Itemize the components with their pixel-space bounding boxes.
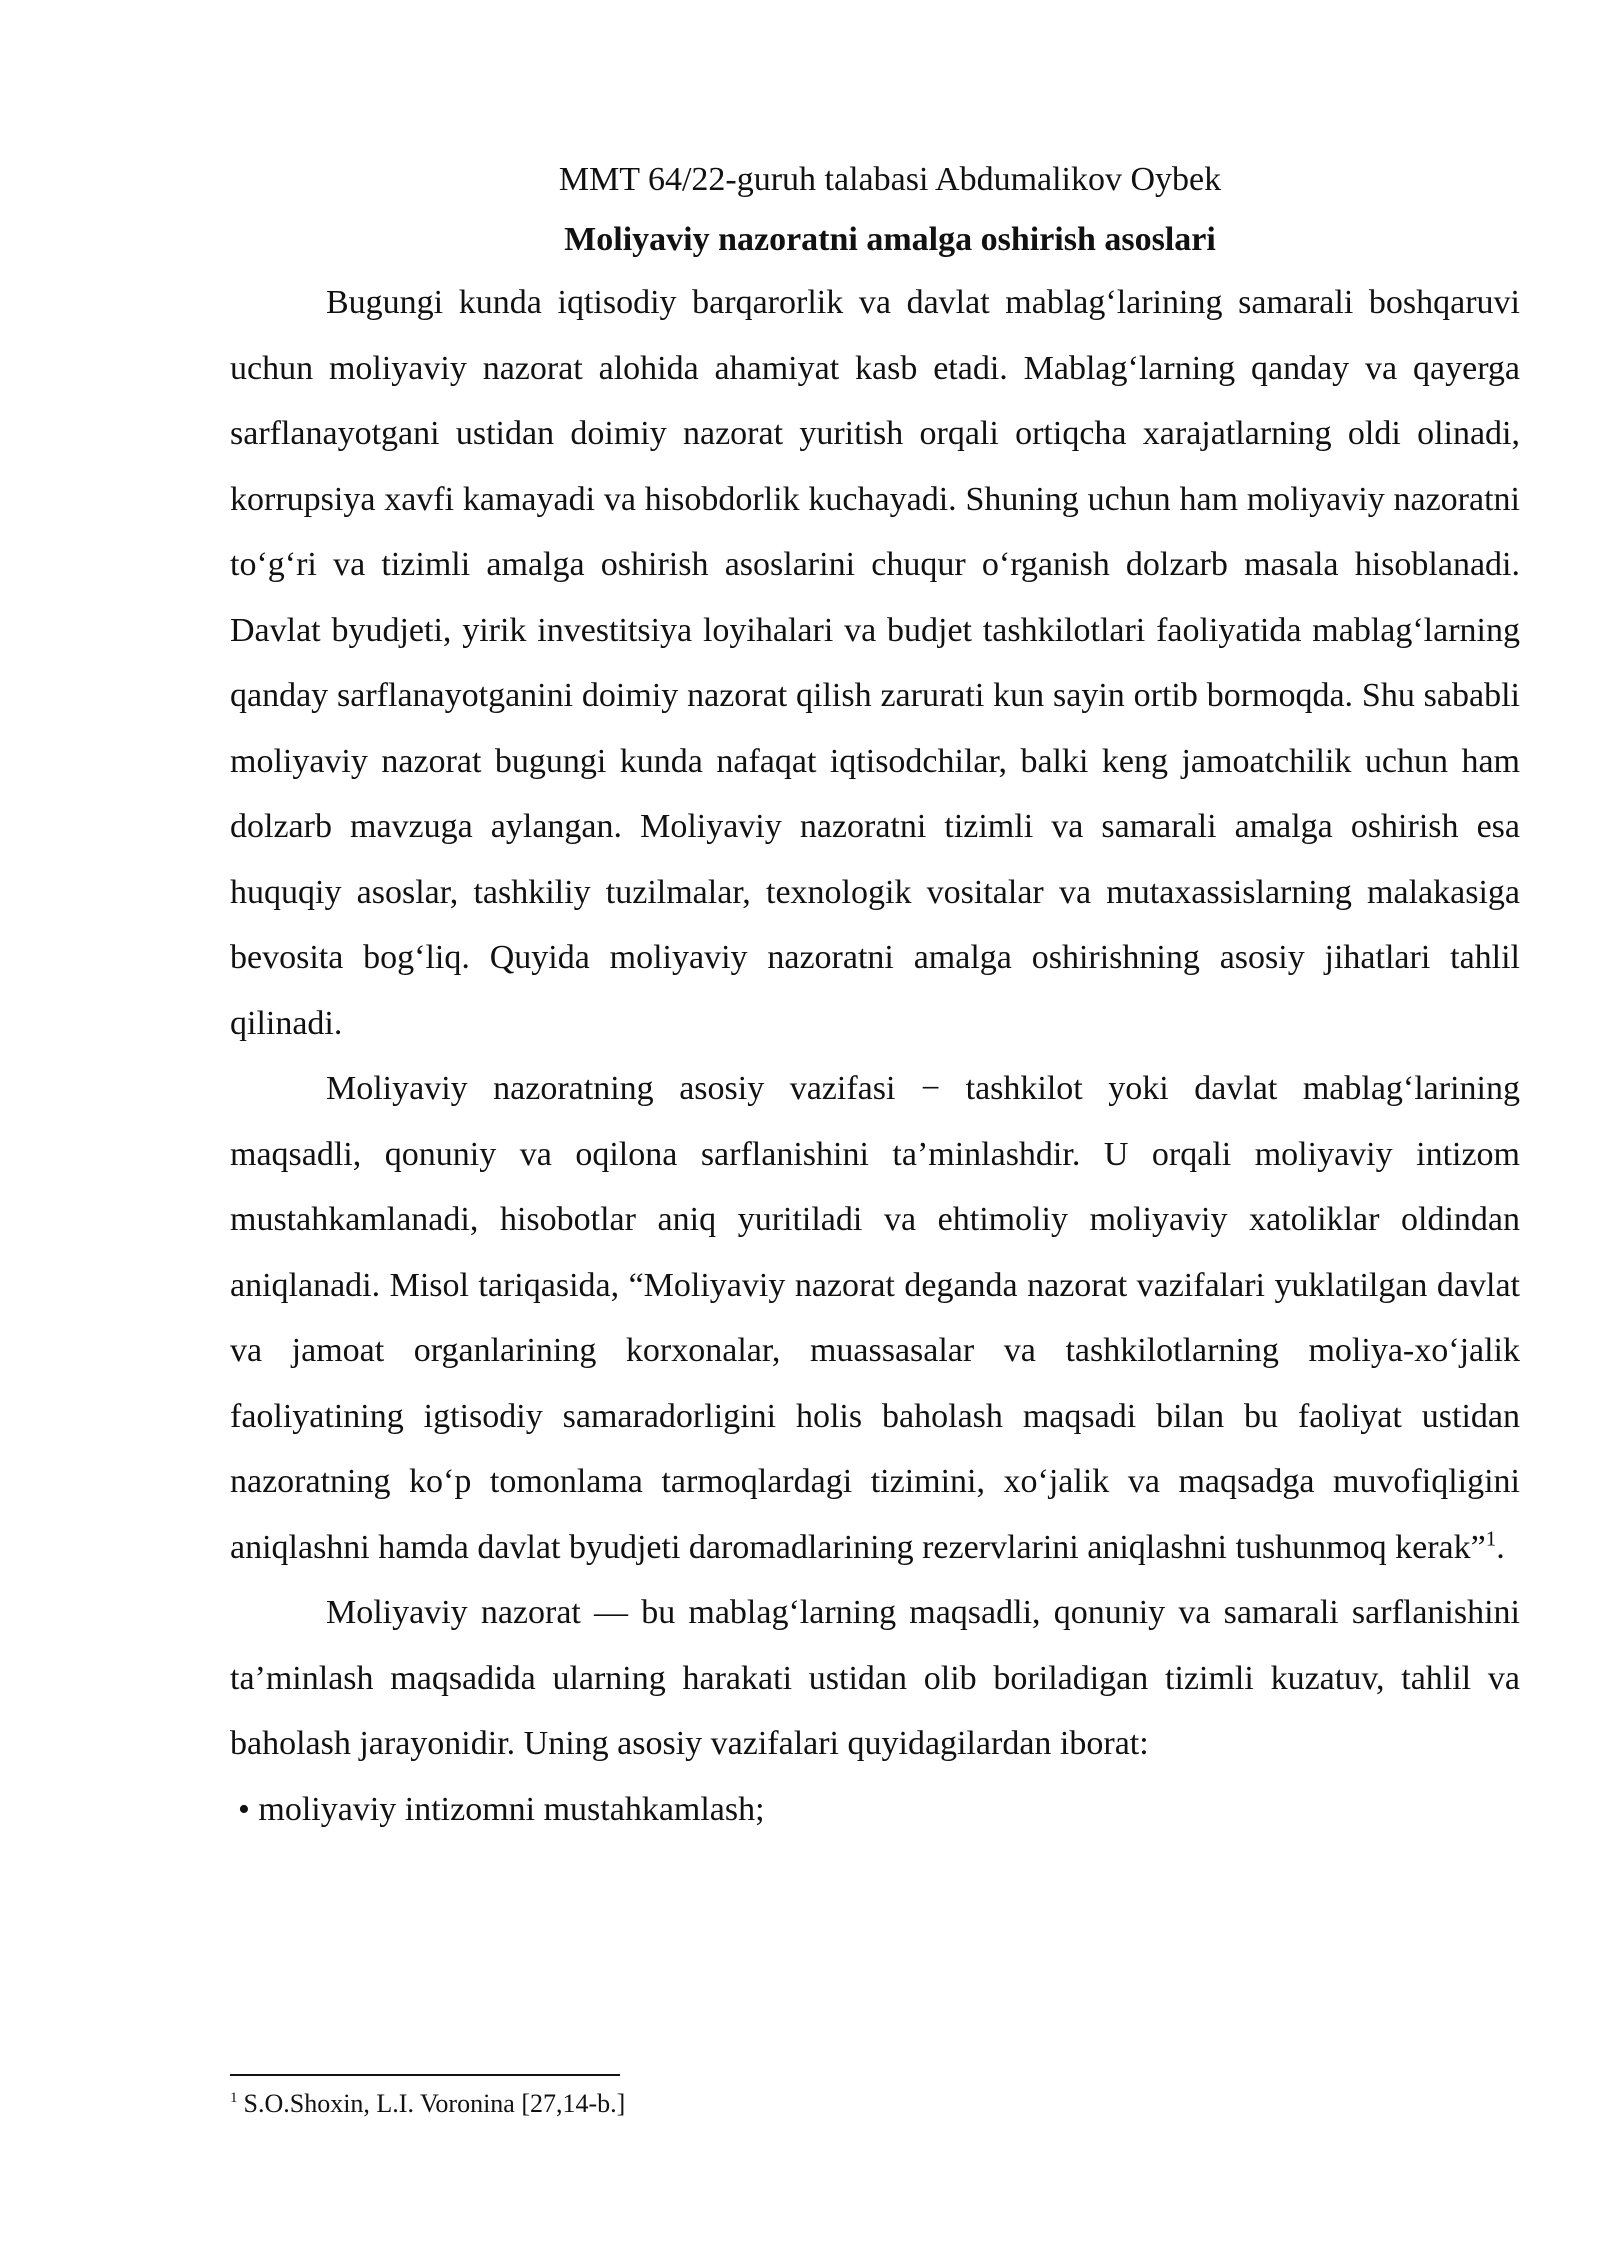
footnote-text: S.O.Shoxin, L.I. Voronina [27,14-b.] — [243, 2089, 626, 2118]
document-body — [230, 150, 1520, 1842]
footnote-reference-marker[interactable]: 1 — [1485, 1526, 1497, 1551]
author-line: MMT 64/22-guruh talabasi Abdumalikov Oybek — [558, 161, 1222, 198]
footnote — [230, 2086, 625, 2122]
paragraph-introduction: Bugungi kunda iqtisodiy barqarorlik va davlat mablag‘larining samarali boshqaruvi uchun moliyaviy nazorat alohida ahamiyat kasb etadi. Mablag‘larning qanday va qayerga sarflanayotgani ustidan doimiy nazorat yuritish orqali ortiqcha xarajatlarning oldi olinadi, korrupsiya xavfi kamayadi va hisobdorlik kuchayadi. Shuning uchun ham moliyaviy nazoratni to‘g‘ri va tizimli amalga oshirish asoslarini chuqur o‘rganish dolzarb masala hisoblanadi. Davlat byudjeti, yirik investitsiya loyihalari va budjet tashkilotlari faoliyatida mablag‘larning qanday sarflanayotganini doimiy nazorat qilish zarurati kun sayin ortib bormoqda. Shu sababli moliyaviy nazorat bugungi kunda nafaqat iqtisodchilar, balki keng jamoatchilik uchun ham dolzarb mavzuga aylangan. Moliyaviy nazoratni tizimli va samarali amalga oshirish esa huquqiy asoslar, tashkiliy tuzilmalar, texnologik vositalar va mutaxassislarning malakasiga bevosita bog‘liq. Quyida moliyaviy nazoratni amalga oshirishning asosiy jihatlari tahlil qilinadi. — [230, 284, 1520, 1042]
footnote-separator — [230, 2074, 620, 2076]
paragraph-definition: Moliyaviy nazorat — bu mablag‘larning maqsadli, qonuniy va samarali sarflanishini ta’minlash maqsadida ularning harakati ustidan olib boriladigan tizimli kuzatuv, tahlil va baholash jarayonidir. Uning asosiy vazifalari quyidagilardan iborat: — [230, 1594, 1520, 1762]
footnote-number: 1 — [230, 2090, 238, 2107]
bullet-item: • moliyaviy intizomni mustahkamlash; — [238, 1790, 765, 1828]
document-title: Moliyaviy nazoratni amalga oshirish asoslari — [564, 221, 1216, 258]
paragraph-main-task-text: Moliyaviy nazoratning asosiy vazifasi − tashkilot yoki davlat mablag‘larining maqsadli, qonuniy va oqilona sarflanishini ta’minlashdir. U orqali moliyaviy intizom mustahkamlanadi, hisobotlar aniq yuritiladi va ehtimoliy moliyaviy xatoliklar oldindan aniqlanadi. Misol tariqasida, “Moliyaviy nazorat deganda nazorat vazifalari yuklatilgan davlat va jamoat organlarining korxonalar, muassasalar va tashkilotlarning moliya-xo‘jalik faoliyatining igtisodiy samaradorligini holis baholash maqsadi bilan bu faoliyat ustidan nazoratning ko‘p tomonlama tarmoqlardagi tizimini, xo‘jalik va maqsadga muvofiqligini aniqlashni hamda davlat byudjeti daromadlarining rezervlarini aniqlashni tushunmoq kerak” — [230, 1070, 1520, 1566]
paragraph-main-task-tail: . — [1496, 1528, 1505, 1566]
paragraph-main-task — [230, 1056, 1520, 1580]
